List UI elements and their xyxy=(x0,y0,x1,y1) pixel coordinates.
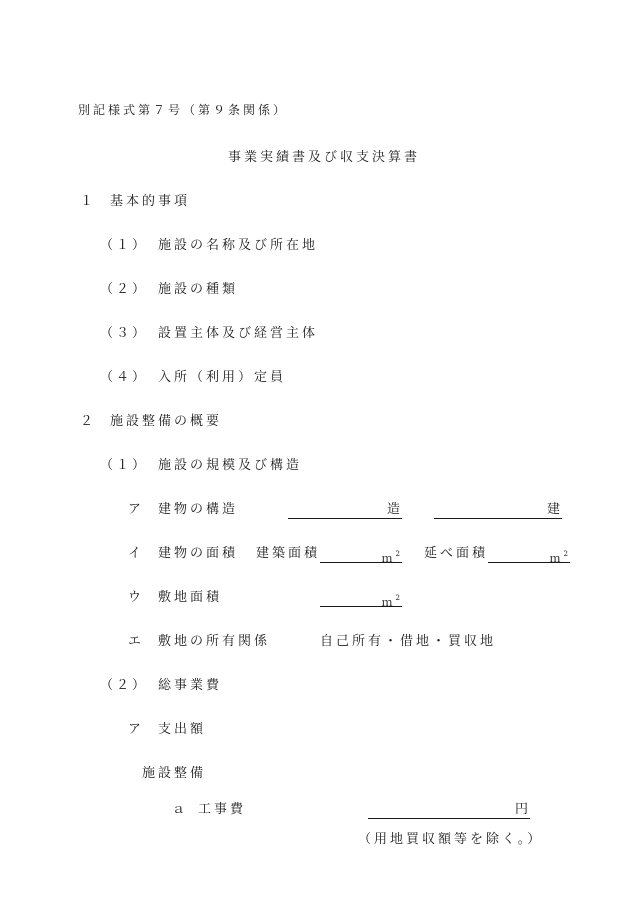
floor-area-label: 延べ面積 xyxy=(424,546,489,561)
form-label: 別記様式第７号（第９条関係） xyxy=(78,103,289,117)
structure-floors-field[interactable] xyxy=(434,502,562,519)
structure-type-unit: 造 xyxy=(386,502,400,517)
area-number: イ xyxy=(128,546,145,561)
section1-item2-label: 施設の種類 xyxy=(158,282,239,297)
section1-item1-label: 施設の名称及び所在地 xyxy=(158,238,319,253)
section1-item4-label: 入所（利用）定員 xyxy=(158,370,287,385)
expenditure-number: ア xyxy=(128,722,145,737)
construction-cost-label: 工事費 xyxy=(198,802,247,817)
ownership-label: 敷地の所有関係 xyxy=(158,634,271,649)
section2-heading: 施設整備の概要 xyxy=(110,414,223,429)
page-title: 事業実績書及び収支決算書 xyxy=(228,150,421,165)
construction-cost-field[interactable] xyxy=(368,802,530,819)
ownership-number: エ xyxy=(128,634,145,649)
construction-cost-unit: 円 xyxy=(514,802,528,817)
site-area-number: ウ xyxy=(128,590,145,605)
section2-sub1-label: 施設の規模及び構造 xyxy=(158,458,303,473)
section1-item3-number: （３） xyxy=(100,326,149,341)
ownership-options: 自己所有・借地・買収地 xyxy=(320,634,497,649)
site-area-unit: ｍ xyxy=(381,596,393,609)
floor-area-field[interactable] xyxy=(488,546,570,563)
building-area-unit: ｍ xyxy=(381,552,393,565)
section2-sub2-label: 総事業費 xyxy=(158,678,223,693)
section1-item1-number: （１） xyxy=(100,238,149,253)
building-area-unit-sup: 2 xyxy=(395,550,400,558)
section1-item3-label: 設置主体及び経営主体 xyxy=(158,326,319,341)
section1-item2-number: （２） xyxy=(100,282,149,297)
site-area-label: 敷地面積 xyxy=(158,590,223,605)
building-area-label: 建築面積 xyxy=(256,546,321,561)
structure-floors-unit: 建 xyxy=(546,502,560,517)
section1-heading: 基本的事項 xyxy=(110,194,191,209)
section2-sub2-number: （２） xyxy=(100,678,149,693)
site-area-unit-sup: 2 xyxy=(395,594,400,602)
structure-type-field[interactable] xyxy=(288,502,402,519)
structure-number: ア xyxy=(128,502,145,517)
structure-label: 建物の構造 xyxy=(158,502,239,517)
section1-number: １ xyxy=(80,194,97,209)
section2-sub1-number: （１） xyxy=(100,458,149,473)
floor-area-unit-sup: 2 xyxy=(563,550,568,558)
construction-cost-number: ａ xyxy=(172,802,189,817)
section2-number: ２ xyxy=(80,414,97,429)
floor-area-unit: ｍ xyxy=(549,552,561,565)
expenditure-label: 支出額 xyxy=(158,722,207,737)
site-area-field[interactable] xyxy=(320,590,402,607)
building-area-field[interactable] xyxy=(320,546,402,563)
area-label: 建物の面積 xyxy=(158,546,239,561)
section1-item4-number: （４） xyxy=(100,370,149,385)
construction-cost-note: （用地買収額等を除く。） xyxy=(358,832,544,847)
facility-maintenance-label: 施設整備 xyxy=(142,766,207,781)
